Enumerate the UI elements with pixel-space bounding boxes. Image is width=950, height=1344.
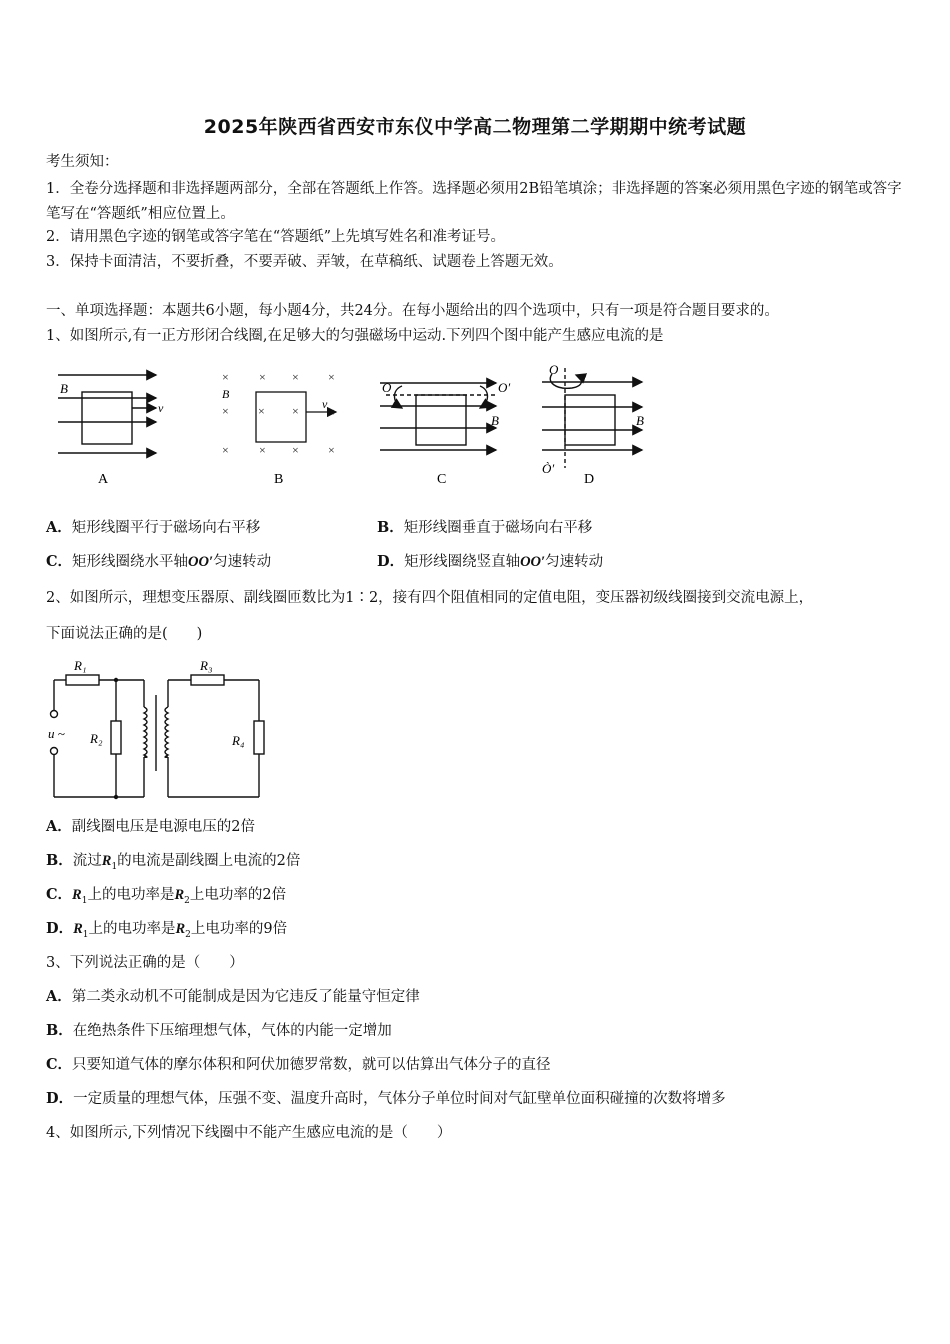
option-label: C． — [46, 886, 73, 903]
svg-text:×: × — [259, 443, 266, 457]
svg-text:×: × — [222, 370, 229, 384]
q1-option-a[interactable] — [46, 518, 260, 538]
variable-r: R — [72, 887, 82, 903]
option-text: 矩形线圈平行于磁场向右平移 — [71, 520, 261, 536]
label-r4: R₄ — [232, 733, 245, 748]
option-label: A． — [46, 818, 72, 835]
fig-c-label: C — [437, 472, 447, 487]
option-text: 矩形线圈垂直于磁场向右平移 — [403, 520, 593, 536]
svg-text:×: × — [328, 443, 335, 457]
option-text: 匀速转动 — [545, 554, 604, 570]
fig-c-field-symbol: B — [491, 413, 499, 428]
axis-symbol: OO′ — [188, 554, 214, 570]
section-heading: 一、单项选择题：本题共6小题，每小题4分，共24分。在每小题给出的四个选项中，只有一项是符合题目要求的。 — [46, 303, 779, 319]
option-text: 流过 — [72, 853, 102, 869]
q2-stem-line2: 下面说法正确的是( ) — [46, 626, 203, 642]
variable-r: R — [73, 921, 83, 937]
notice-item-3: 3．保持卡面清洁，不要折叠，不要弄破、弄皱，在草稿纸、试题卷上答题无效。 — [46, 254, 563, 270]
q1-option-b[interactable] — [377, 518, 592, 538]
option-label: A． — [46, 519, 72, 536]
q1-figures — [46, 360, 666, 495]
label-r1: R₁ — [74, 658, 87, 673]
svg-text:×: × — [292, 404, 299, 418]
label-r3: R₃ — [200, 658, 213, 673]
option-label: C． — [46, 1056, 73, 1073]
svg-text:×: × — [292, 443, 299, 457]
option-text: 匀速转动 — [213, 554, 272, 570]
svg-text:×: × — [328, 405, 335, 419]
option-label: D． — [46, 920, 74, 937]
label-r2: R₂ — [90, 731, 103, 746]
exam-title: 2025年陕西省西安市东仪中学高二物理第二学期期中统考试题 — [203, 116, 747, 138]
q3-option-d[interactable] — [46, 1089, 726, 1109]
fig-d — [542, 368, 642, 468]
fig-d-field-symbol: B — [636, 413, 644, 428]
option-text: 在绝热条件下压缩理想气体，气体的内能一定增加 — [72, 1023, 392, 1039]
fig-a-label: A — [98, 472, 109, 487]
option-text: 只要知道气体的摩尔体积和阿伏加德罗常数，就可以估算出气体分子的直径 — [72, 1057, 551, 1073]
fig-b-velocity-symbol: v — [322, 397, 328, 411]
subscript: 2 — [184, 895, 190, 906]
option-label: B． — [377, 519, 404, 536]
fig-b-label: B — [274, 472, 284, 487]
fig-d-axis-o-prime: Ò′ — [542, 461, 555, 476]
fig-d-axis-o: O — [549, 362, 559, 377]
subscript: 1 — [82, 929, 89, 940]
subscript: 2 — [185, 929, 191, 940]
fig-c-axis-o: O — [382, 380, 392, 395]
q3-stem: 3、下列说法正确的是（ ） — [46, 955, 244, 971]
option-text: 矩形线圈绕竖直轴 — [404, 554, 521, 570]
q3-option-b[interactable] — [46, 1021, 392, 1041]
svg-text:×: × — [222, 443, 229, 457]
label-source: u ~ — [48, 726, 65, 741]
q3-option-a[interactable] — [46, 987, 420, 1007]
variable-r: R — [175, 921, 186, 937]
variable-r: R — [174, 887, 185, 903]
option-label: D． — [377, 553, 405, 570]
fig-c — [380, 383, 496, 450]
q2-option-b[interactable] — [46, 851, 300, 877]
option-text: 矩形线圈绕水平轴 — [72, 554, 189, 570]
option-label: B． — [46, 852, 73, 869]
q2-stem-line1: 2、如图所示，理想变压器原、副线圈匝数比为1∶2，接有四个阻值相同的定值电阻，变压器初级线圈接到交流电源上， — [46, 590, 814, 606]
q2-option-d[interactable] — [46, 919, 287, 945]
option-label: A． — [46, 988, 72, 1005]
q4-stem: 4、如图所示,下列情况下线圈中不能产生感应电流的是（ ） — [46, 1125, 452, 1141]
q1-option-c[interactable] — [46, 552, 271, 572]
svg-text:×: × — [259, 370, 266, 384]
q2-option-a[interactable] — [46, 817, 255, 837]
option-text: 第二类永动机不可能制成是因为它违反了能量守恒定律 — [71, 989, 420, 1005]
q3-option-c[interactable] — [46, 1055, 551, 1075]
subscript: 1 — [111, 861, 118, 872]
junction-dot — [114, 678, 118, 682]
option-text: 的电流是副线圈上电流的2倍 — [117, 853, 301, 869]
option-text: 上电功率的2倍 — [189, 887, 287, 903]
option-label: D． — [46, 1090, 74, 1107]
subscript: 1 — [81, 895, 88, 906]
fig-a-velocity-symbol: v — [158, 401, 164, 415]
option-text: 上电功率的9倍 — [190, 921, 288, 937]
axis-symbol: OO′ — [520, 554, 546, 570]
svg-text:×: × — [222, 404, 229, 418]
notice-item-1: 1．全卷分选择题和非选择题两部分，全部在答题纸上作答。选择题必须用2B铅笔填涂；非选择题的答案必须用黑色字迹的钢笔或答字笔写在“答题纸”相应位置上。 — [46, 181, 902, 222]
notice-heading: 考生须知： — [46, 154, 119, 170]
option-text: 副线圈电压是电源电压的2倍 — [71, 819, 255, 835]
variable-r: R — [101, 853, 112, 869]
q2-option-c[interactable] — [46, 885, 286, 911]
option-label: B． — [46, 1022, 73, 1039]
fig-d-label: D — [584, 472, 595, 487]
fig-c-axis-o-prime: O′ — [498, 380, 511, 395]
q1-option-d[interactable] — [377, 552, 603, 572]
junction-dot — [114, 795, 118, 799]
option-text: 上的电功率是 — [87, 887, 175, 903]
svg-text:×: × — [292, 370, 299, 384]
option-text: 上的电功率是 — [88, 921, 176, 937]
fig-a-field-symbol: B — [60, 381, 68, 396]
notice-item-2: 2．请用黑色字迹的钢笔或答字笔在“答题纸”上先填写姓名和准考证号。 — [46, 229, 506, 245]
svg-text:×: × — [328, 370, 335, 384]
svg-text:×: × — [258, 404, 265, 418]
fig-b-field-symbol: B — [222, 387, 230, 401]
option-text: 一定质量的理想气体，压强不变、温度升高时，气体分子单位时间对气缸壁单位面积碰撞的次数将增多 — [73, 1091, 726, 1107]
q2-circuit — [46, 655, 276, 803]
q1-stem: 1、如图所示,有一正方形闭合线圈,在足够大的匀强磁场中运动.下列四个图中能产生感应电流的是 — [46, 328, 664, 344]
option-label: C． — [46, 553, 73, 570]
fig-a — [58, 375, 156, 453]
